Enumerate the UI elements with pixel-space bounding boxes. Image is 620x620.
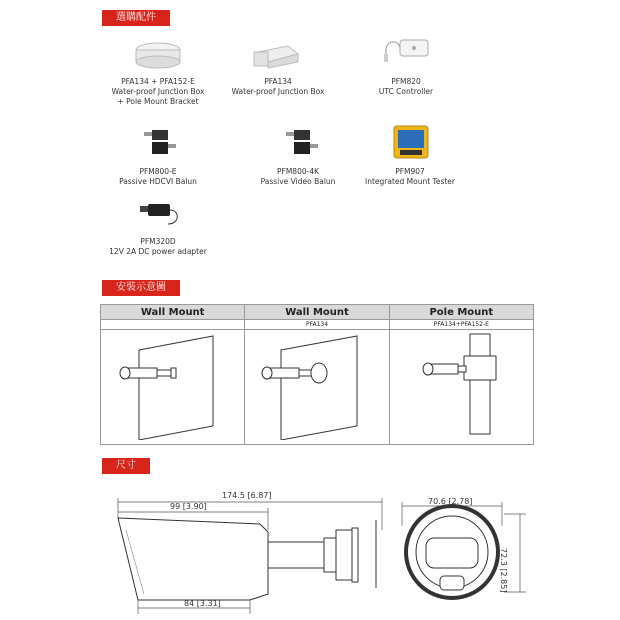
mount-table xyxy=(100,304,534,445)
video-balun-image xyxy=(268,124,328,160)
wall-mount-junction-illustration xyxy=(245,330,389,445)
accessory-desc: 12V 2A DC power adapter xyxy=(109,247,207,256)
table-header: Wall Mount xyxy=(245,305,389,320)
accessory-desc: Water-proof Junction Box xyxy=(231,87,325,96)
accessory-item xyxy=(336,34,476,97)
junction-box-bracket-image xyxy=(128,40,188,70)
accessory-desc: Passive HDCVI Balun xyxy=(119,177,197,186)
accessory-model: PFA134 xyxy=(264,77,292,86)
power-adapter-image xyxy=(128,194,188,230)
table-header: Wall Mount xyxy=(101,305,245,320)
table-subheader: PFA134+PFA152-E xyxy=(389,320,533,330)
dimension-bottom-length: 84 [3.31] xyxy=(184,599,221,608)
accessory-desc: Water-proof Junction Box xyxy=(111,87,205,96)
section-title-dimensions: 尺寸 xyxy=(102,458,150,474)
utc-controller-image xyxy=(376,34,436,70)
accessory-model: PFA134 + PFA152-E xyxy=(121,77,195,86)
hdcvi-balun-image xyxy=(128,124,188,160)
accessory-model: PFM820 xyxy=(391,77,421,86)
section-title-mount-diagram: 安裝示意圖 xyxy=(102,280,180,296)
accessory-model: PFM800-4K xyxy=(276,167,320,176)
pole-mount-illustration xyxy=(389,330,533,445)
accessory-item xyxy=(340,124,480,187)
accessory-model: PFM320D xyxy=(140,237,176,246)
accessory-desc: Integrated Mount Tester xyxy=(364,177,456,186)
accessory-item xyxy=(208,40,348,97)
junction-box-image xyxy=(248,40,308,70)
mount-tester-image xyxy=(380,124,440,160)
accessory-model: PFM907 xyxy=(395,167,425,176)
dimension-front-length: 99 [3.90] xyxy=(170,502,207,511)
side-view-drawing xyxy=(100,490,400,620)
dimension-total-length: 174.5 [6.87] xyxy=(222,491,272,500)
dimension-height: 72.3 [2.85] xyxy=(499,548,508,593)
table-subheader: PFA134 xyxy=(245,320,389,330)
table-header: Pole Mount xyxy=(389,305,533,320)
accessory-desc: + Pole Mount Bracket xyxy=(117,97,199,106)
accessory-desc: Passive Video Balun xyxy=(260,177,336,186)
wall-mount-illustration xyxy=(101,330,245,445)
dimension-width: 70.6 [2.78] xyxy=(428,497,473,506)
accessory-item xyxy=(88,124,228,187)
table-subheader xyxy=(101,320,245,330)
accessory-item xyxy=(88,40,228,107)
section-title-accessories: 選購配件 xyxy=(102,10,170,26)
accessory-item xyxy=(88,194,228,257)
front-view-drawing xyxy=(396,496,536,606)
accessory-desc: UTC Controller xyxy=(378,87,434,96)
accessory-model: PFM800-E xyxy=(139,167,177,176)
